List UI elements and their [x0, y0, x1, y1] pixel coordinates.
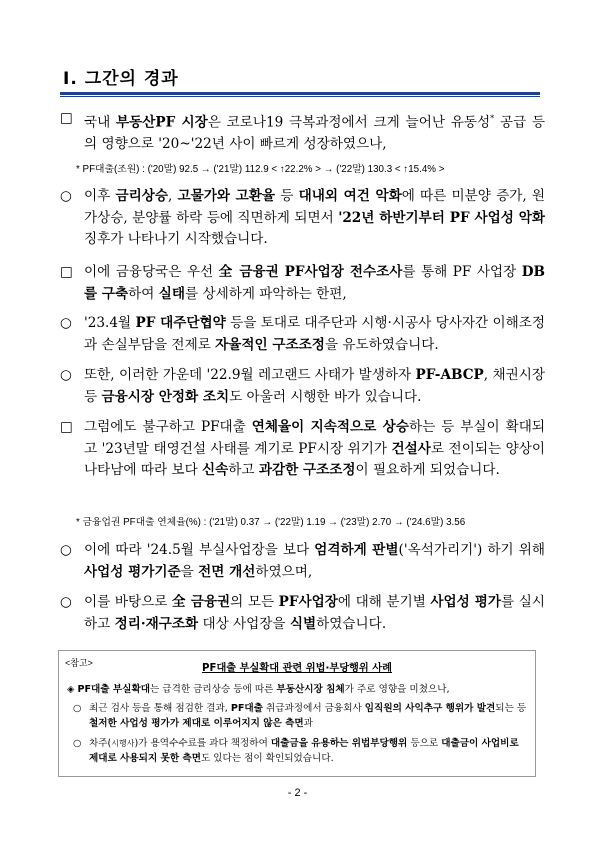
square-bullet-icon: □ [60, 110, 73, 126]
paragraph-4: ○ '23.4월 PF 대주단협약 등을 토대로 대주단과 시행·시공사 당사자간 이해조정과 손실부담을 전제로 자율적인 구조조정을 유도하였습니다. [60, 315, 545, 353]
page-number: - 2 - [287, 787, 308, 799]
section-title: Ⅰ. 그간의 경과 [63, 69, 179, 89]
reference-line-3: ○ 차주(시행사)가 용역수수료를 과다 책정하여 대출금을 유용하는 위법부당행위 등으로 대출금이 사업비로 제대로 사용되지 못한 측면도 있다는 점이 확인되었습니다. [73, 738, 519, 764]
reference-box [58, 650, 536, 777]
title-rule [60, 92, 540, 95]
title-rule-thin [60, 96, 540, 97]
circle-bullet-icon: ○ [60, 315, 72, 331]
paragraph-7: ○ 이에 따라 '24.5월 부실사업장을 보다 엄격하게 판별('옥석가리기') 하기 위해 사업성 평가기준을 전면 개선하였으며, [60, 542, 545, 580]
diamond-bullet-icon: ◈ [67, 684, 75, 695]
circle-bullet-icon: ○ [73, 703, 82, 714]
circle-bullet-icon: ○ [60, 542, 72, 558]
circle-bullet-icon: ○ [60, 188, 72, 204]
paragraph-3: □ 이에 금융당국은 우선 全 금융권 PF사업장 전수조사를 통해 PF 사업장 DB를 구축하여 실태를 상세하게 파악하는 한편, [60, 264, 545, 302]
footnote-pf-loans: * PF대출(조원) : ('20말) 92.5 → ('21말) 112.9 < ↑22.2% > → ('22말) 130.3 < ↑15.4% > [76, 164, 445, 175]
circle-bullet-icon: ○ [73, 738, 82, 749]
square-bullet-icon: □ [60, 264, 73, 280]
reference-line-1: ◈ PF대출 부실확대는 급격한 금리상승 등에 따른 부동산시장 침체가 주로 영향을 미쳤으나, [67, 684, 450, 695]
square-bullet-icon: □ [60, 419, 73, 435]
reference-line-2: ○ 최근 검사 등을 통해 점검한 결과, PF대출 취급과정에서 금융회사 임직원의 사익추구 행위가 발견되는 등 철저한 사업성 평가가 제대로 이루어지지 않은 측면과 [73, 703, 527, 729]
footnote-delinquency: * 금융업권 PF대출 연체율(%) : ('21말) 0.37 → ('22말) 1.19 → ('23말) 2.70 → ('24.6말) 3.56 [76, 517, 466, 528]
paragraph-5: ○ 또한, 이러한 가운데 '22.9월 레고랜드 사태가 발생하자 PF-ABCP, 채권시장 등 금융시장 안정화 조치도 아울러 시행한 바가 있습니다. [60, 367, 545, 405]
paragraph-6: □ 그럼에도 불구하고 PF대출 연체율이 지속적으로 상승하는 등 부실이 확대되고 '23년말 태영건설 사태를 계기로 PF시장 위기가 건설사로 전이되는 양상이 나타남에 따라 보다 신속하고 과감한 구조조정이 필요하게 되었습니다. [60, 419, 545, 478]
circle-bullet-icon: ○ [60, 594, 72, 610]
paragraph-8: ○ 이를 바탕으로 全 금융권의 모든 PF사업장에 대해 분기별 사업성 평가를 실시하고 정리·재구조화 대상 사업장을 식별하였습니다. [60, 594, 545, 632]
circle-bullet-icon: ○ [60, 367, 72, 383]
reference-tag: <참고> [65, 658, 93, 668]
paragraph-1: □ 국내 부동산PF 시장은 코로나19 극복과정에서 크게 늘어난 유동성* 공급 등의 영향으로 '20~'22년 사이 빠르게 성장하였으나, [60, 110, 545, 153]
paragraph-2: ○ 이후 금리상승, 고물가와 고환율 등 대내외 여건 악화에 따른 미분양 증가, 원가상승, 분양률 하락 등에 직면하게 되면서 '22년 하반기부터 PF 사업성 악화 징후가 나타나기 시작했습니다. [60, 188, 545, 247]
reference-title: PF대출 부실확대 관련 위법·부당행위 사례 [202, 663, 392, 674]
